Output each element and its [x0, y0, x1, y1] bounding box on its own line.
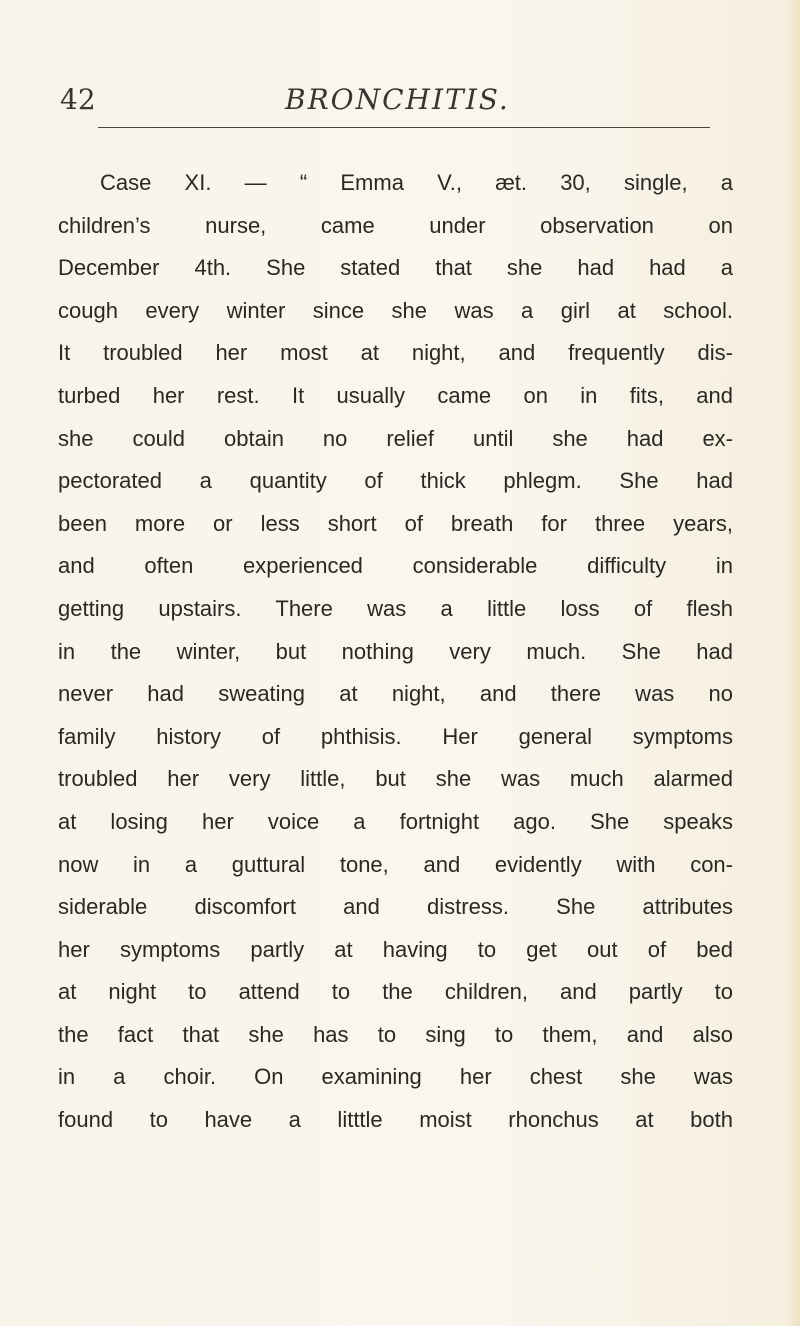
- text-line: and often experienced considerable difficulty in: [58, 553, 733, 579]
- text-line: turbed her rest. It usually came on in fits, and: [58, 382, 733, 408]
- text-line: Case XI. — “ Emma V., æt. 30, single, a: [100, 170, 733, 195]
- page-number: 42: [60, 83, 96, 116]
- text-line: been more or less short of breath for three years,: [58, 510, 733, 536]
- text-line: never had sweating at night, and there was no: [58, 681, 733, 707]
- running-title: BRONCHITIS.: [285, 83, 510, 116]
- text-line: in the winter, but nothing very much. She had: [58, 638, 733, 664]
- text-line: at night to attend to the children, and partly to: [58, 979, 733, 1005]
- text-line: getting upstairs. There was a little loss of flesh: [58, 595, 733, 621]
- text-line: now in a guttural tone, and evidently with con-: [58, 851, 733, 877]
- text-line: cough every winter since she was a girl at school.: [58, 297, 733, 323]
- text-line: December 4th. She stated that she had had a: [58, 255, 733, 281]
- text-line: pectorated a quantity of thick phlegm. She had: [58, 468, 733, 494]
- header-rule: [98, 127, 710, 128]
- running-head: [60, 80, 740, 120]
- text-line: troubled her very little, but she was much alarmed: [58, 766, 733, 792]
- text-line: found to have a litttle moist rhonchus at both: [58, 1107, 733, 1133]
- text-line: family history of phthisis. Her general symptoms: [58, 723, 733, 749]
- page-edge-shading: [786, 0, 800, 1326]
- text-line: the fact that she has to sing to them, and also: [58, 1021, 733, 1047]
- text-line: she could obtain no relief until she had ex-: [58, 425, 733, 451]
- text-line: her symptoms partly at having to get out of bed: [58, 936, 733, 962]
- text-line: siderable discomfort and distress. She attributes: [58, 894, 733, 920]
- text-line: at losing her voice a fortnight ago. She speaks: [58, 808, 733, 834]
- text-line: It troubled her most at night, and frequently dis-: [58, 340, 733, 366]
- body-text: [58, 162, 733, 1142]
- text-line: in a choir. On examining her chest she was: [58, 1064, 733, 1090]
- text-line: children’s nurse, came under observation on: [58, 212, 733, 238]
